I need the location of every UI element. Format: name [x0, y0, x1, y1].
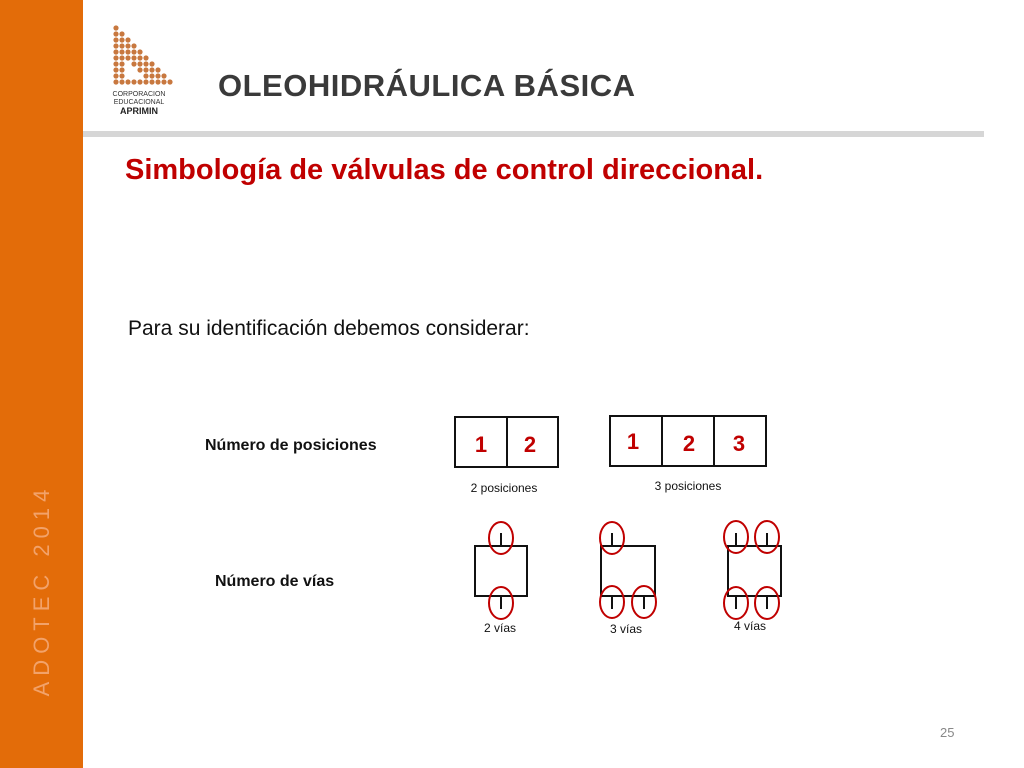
three-ways-symbol — [600, 522, 656, 636]
position-number: 2 — [523, 432, 537, 457]
slide-title: Simbología de válvulas de control direccional. — [125, 154, 764, 186]
logo-line-2: EDUCACIONAL — [113, 99, 165, 106]
position-number: 3 — [732, 431, 746, 456]
intro-text: Para su identificación debemos considerar: — [128, 317, 530, 340]
positions-label: Número de posiciones — [205, 437, 377, 454]
two-ways-caption: 2 vías — [483, 621, 517, 635]
two-positions-symbol — [455, 417, 558, 495]
three-positions-caption: 3 posiciones — [654, 479, 722, 493]
position-number: 1 — [474, 432, 488, 457]
three-positions-symbol — [610, 416, 766, 493]
four-ways-symbol — [724, 521, 781, 633]
ways-label: Número de vías — [215, 573, 335, 590]
three-ways-caption: 3 vías — [609, 622, 643, 636]
page-number: 25 — [940, 725, 955, 740]
two-ways-symbol — [475, 522, 527, 635]
two-positions-caption: 2 posiciones — [470, 481, 538, 495]
four-ways-caption: 4 vías — [733, 619, 767, 633]
position-number: 2 — [682, 431, 696, 456]
logo-line-1: CORPORACION — [112, 91, 166, 98]
sidebar-vertical-text: ADOTEC 2014 — [29, 483, 54, 697]
position-number: 1 — [626, 429, 640, 454]
logo-line-3: APRIMIN — [120, 106, 158, 116]
header-title: OLEOHIDRÁULICA BÁSICA — [218, 68, 636, 103]
